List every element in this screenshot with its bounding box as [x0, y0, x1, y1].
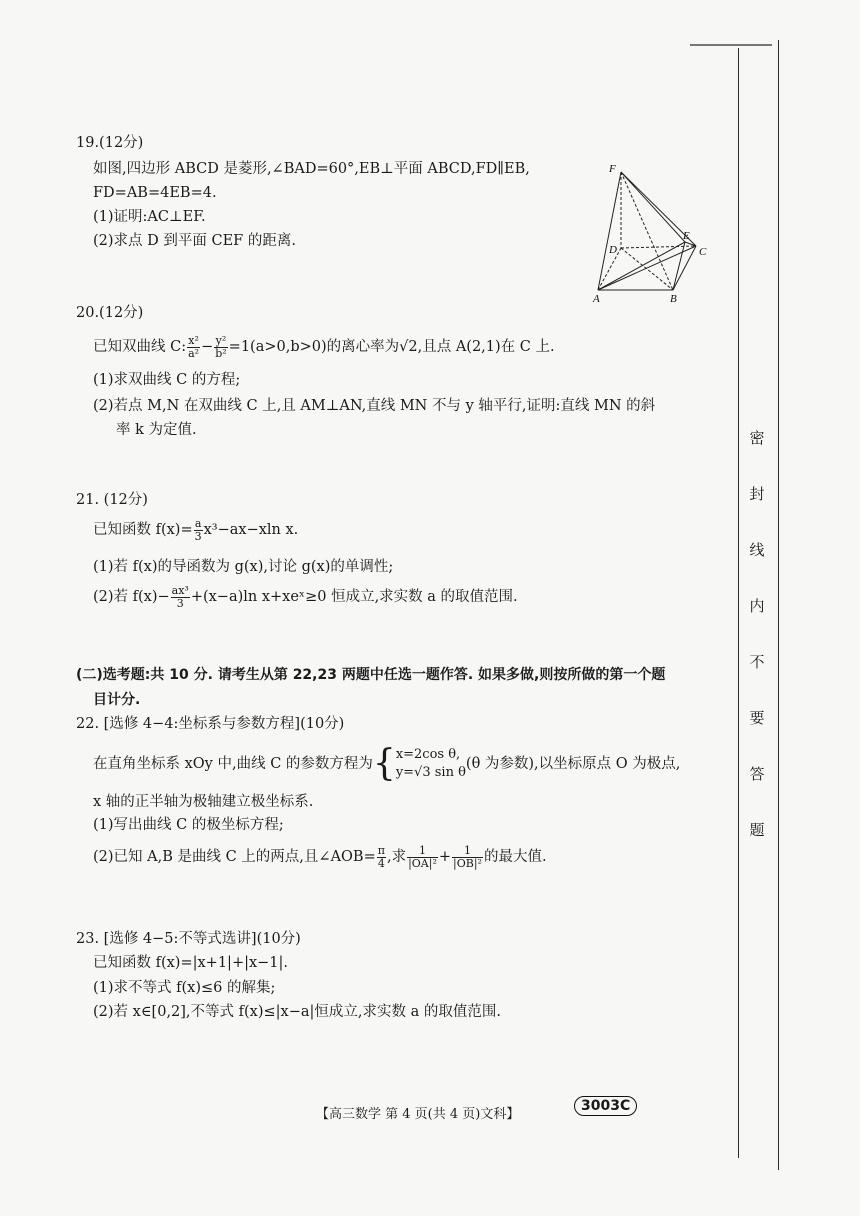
label-D: D: [609, 244, 617, 256]
q21-stem: [93, 513, 298, 547]
q20-part2-line2: 率 k 为定值.: [116, 422, 197, 438]
q22-system-line2: y=√3 sin θ: [395, 765, 466, 780]
edge-FA: [598, 172, 621, 290]
top-edge-mark: [690, 44, 772, 46]
seal-char-1: 密: [749, 429, 765, 447]
q22-head: 22. [选修 4−4:坐标系与参数方程](10分): [76, 716, 345, 732]
left-brace: {: [372, 743, 396, 784]
frac-1-OB2: $\frac{1}{\text{|OB|²}}$: [453, 843, 482, 870]
q22-part2-suffix: 的最大值.: [483, 849, 547, 865]
q21-stem-prefix: 已知函数 f(x)=: [93, 522, 193, 538]
seal-char-6: 要: [749, 709, 765, 727]
q22-part2-prefix: (2)已知 A,B 是曲线 C 上的两点,且∠AOB=: [93, 849, 376, 865]
q19-part2: (2)求点 D 到平面 CEF 的距离.: [93, 233, 296, 249]
q21-part2: [93, 580, 518, 614]
q20-stem-equation: =1(a>0,b>0)的离心率为√2,且点 A(2,1)在 C 上.: [228, 339, 555, 355]
q22-part1: (1)写出曲线 C 的极坐标方程;: [93, 817, 284, 833]
q23-part2: (2)若 x∈[0,2],不等式 f(x)≤|x−a|恒成立,求实数 a 的取值范围.: [93, 1004, 501, 1020]
q20-part2-line1: (2)若点 M,N 在双曲线 C 上,且 AM⊥AN,直线 MN 不与 y 轴平行,证明:直线 MN 的斜: [93, 398, 656, 414]
seal-char-7: 答: [749, 765, 765, 783]
binding-line-outer: [778, 40, 779, 1170]
q21-head: 21. (12分): [76, 492, 148, 508]
exam-code-badge: 3003C: [574, 1096, 637, 1116]
seal-char-8: 题: [749, 821, 765, 839]
edge-DC: [621, 246, 696, 248]
q19-part1: (1)证明:AC⊥EF.: [93, 209, 206, 225]
edge-FE: [621, 172, 685, 242]
frac-ax3-3: $\frac{\text{ax³}}{3}$: [171, 583, 189, 610]
q19-stem-line2: FD=AB=4EB=4.: [93, 185, 217, 201]
edge-DB: [621, 248, 673, 290]
label-A: A: [593, 293, 600, 305]
q21-part2-prefix: (2)若 f(x)−: [93, 589, 170, 605]
q23-head: 23. [选修 4−5:不等式选讲](10分): [76, 931, 301, 947]
q22-part2: (2)已知 A,B 是曲线 C 上的两点,且∠AOB= $\frac{\pi}{4}$ ,求 $\frac{1}{\text{|OA|²}}$ + $\frac{1}{\text{|OB|²}}$ 的最大值.: [93, 843, 547, 870]
q19-geometry-figure: [588, 158, 712, 308]
seal-char-5: 不: [749, 653, 765, 671]
label-C: C: [699, 246, 707, 258]
frac-x2-a2: $\frac{\text{x²}}{\text{a²}}$: [188, 333, 200, 360]
binding-line-inner: [738, 48, 739, 1158]
q23-stem: 已知函数 f(x)=|x+1|+|x−1|.: [93, 955, 289, 971]
q22-equation-system: [396, 746, 466, 782]
edge-BC: [673, 246, 696, 290]
page-footer: 【高三数学 第 4 页(共 4 页)文科】: [316, 1107, 520, 1122]
q21-part1: (1)若 f(x)的导函数为 g(x),讨论 g(x)的单调性;: [93, 559, 394, 575]
q23-part1: (1)求不等式 f(x)≤6 的解集;: [93, 980, 276, 996]
q22-stem-suffix: (θ 为参数),以坐标原点 O 为极点,: [465, 756, 681, 772]
seal-char-3: 线: [749, 541, 765, 559]
q22-part2-mid: ,求: [386, 849, 407, 865]
frac-1-OA2: $\frac{1}{\text{|OA|²}}$: [408, 843, 437, 870]
frac-pi-4: $\frac{\pi}{4}$: [377, 843, 385, 870]
section2-instructions-line2: 目计分.: [93, 692, 141, 708]
q22-system-line1: x=2cos θ,: [395, 747, 461, 762]
q19-head: 19.(12分): [76, 135, 144, 151]
seal-char-4: 内: [749, 597, 765, 615]
q22-stem-line2: x 轴的正半轴为极轴建立极坐标系.: [93, 794, 314, 810]
label-E: E: [683, 230, 690, 242]
frac-y2-b2: $\frac{\text{y²}}{\text{b²}}$: [215, 333, 227, 360]
q22-stem-prefix: 在直角坐标系 xOy 中,曲线 C 的参数方程为: [93, 756, 373, 772]
q20-head: 20.(12分): [76, 305, 144, 321]
q21-part2-suffix: +(x−a)ln x+xeˣ≥0 恒成立,求实数 a 的取值范围.: [190, 589, 518, 605]
edge-FB: [621, 172, 673, 290]
q20-stem-prefix: 已知双曲线 C:: [93, 339, 187, 355]
q19-stem-line1: 如图,四边形 ABCD 是菱形,∠BAD=60°,EB⊥平面 ABCD,FD∥EB,: [93, 161, 530, 177]
q20-part1: (1)求双曲线 C 的方程;: [93, 372, 241, 388]
label-F: F: [609, 163, 616, 175]
seal-char-2: 封: [749, 485, 765, 503]
edge-BE: [673, 242, 685, 290]
label-B: B: [670, 293, 677, 305]
q22-stem: [93, 740, 680, 788]
q20-stem: 已知双曲线 C: $\frac{\text{x²}}{\text{a²}}$ − $\frac{\text{y²}}{\text{b²}}$ =1(a>0,b>0)的离心率为√2,且点 A(2,1)在 C 上.: [93, 333, 555, 360]
section2-instructions-line1: (二)选考题:共 10 分. 请考生从第 22,23 两题中任选一题作答. 如果多做,则按所做的第一个题: [76, 667, 666, 683]
q21-stem-suffix: x³−ax−xln x.: [203, 522, 299, 538]
frac-a-3: $\frac{a}{3}$: [194, 516, 202, 543]
